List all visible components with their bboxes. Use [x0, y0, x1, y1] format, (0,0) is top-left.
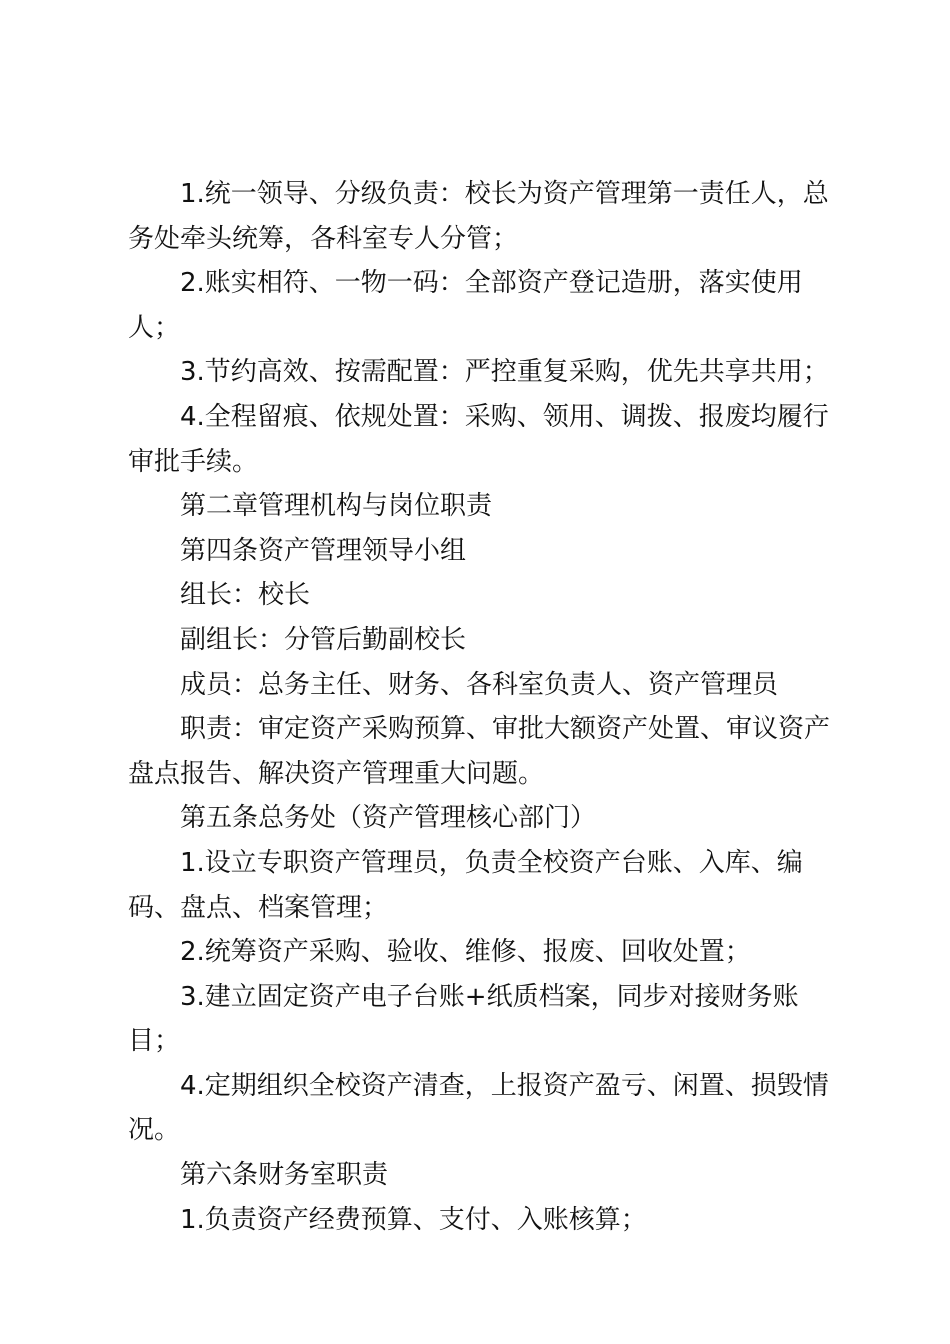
article-heading-5: 第五条总务处（资产管理核心部门） — [180, 803, 597, 834]
paragraph-leader: 组长：校长 — [180, 580, 311, 611]
paragraph-members: 成员：总务主任、财务、各科室负责人、资产管理员 — [180, 669, 779, 700]
paragraph-principle-1: 1.统一领导、分级负责：校长为资产管理第一责任人，总务处牵头统筹，各科室专人分管； — [128, 179, 829, 254]
paragraph-deputy-leader: 副组长：分管后勤副校长 — [180, 624, 467, 655]
paragraph-principle-2: 2.账实相符、一物一码：全部资产登记造册，落实使用人； — [128, 268, 803, 343]
paragraph-finance-duty-1: 1.负责资产经费预算、支付、入账核算； — [180, 1204, 647, 1235]
document-body — [128, 172, 838, 1242]
paragraph-office-duty-3: 3.建立固定资产电子台账+纸质档案，同步对接财务账目； — [128, 981, 799, 1057]
paragraph-office-duty-2: 2.统筹资产采购、验收、维修、报废、回收处置； — [180, 937, 751, 968]
chapter-heading: 第二章管理机构与岗位职责 — [180, 491, 493, 522]
paragraph-office-duty-4: 4.定期组织全校资产清查，上报资产盈亏、闲置、损毁情况。 — [128, 1070, 829, 1146]
paragraph-principle-3: 3.节约高效、按需配置：严控重复采购，优先共享共用； — [180, 357, 829, 388]
paragraph-duties: 职责：审定资产采购预算、审批大额资产处置、审议资产盘点报告、解决资产管理重大问题。 — [128, 714, 831, 789]
paragraph-principle-4: 4.全程留痕、依规处置：采购、领用、调拨、报废均履行审批手续。 — [128, 401, 829, 477]
article-heading-6: 第六条财务室职责 — [180, 1160, 389, 1191]
article-heading-4: 第四条资产管理领导小组 — [180, 535, 467, 566]
paragraph-office-duty-1: 1.设立专职资产管理员，负责全校资产台账、入库、编码、盘点、档案管理； — [128, 847, 803, 923]
